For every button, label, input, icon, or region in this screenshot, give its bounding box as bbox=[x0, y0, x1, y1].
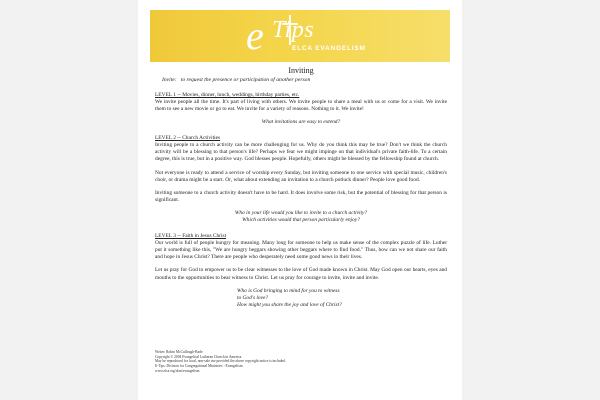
level2-question-1: Who in your life would you like to invite to a church activity? bbox=[234, 209, 368, 216]
level3-heading: LEVEL 3 -- Faith in Jesus Christ bbox=[155, 233, 227, 240]
footer-copyright: Copyright © 2004 Evangelical Lutheran Church in America. bbox=[155, 354, 243, 359]
definition bbox=[162, 77, 447, 83]
definition-text: to request the presence or participation of another person bbox=[180, 77, 311, 83]
footer-reproduction-note: May be reproduced for local, non-sale use provided the above copyright notice is included. bbox=[155, 359, 286, 364]
document-page bbox=[138, 0, 462, 400]
level2-paragraph-2: Not everyone is ready to attend a service of worship every Sunday, but inviting someone to one service with special music, children's choir, or drama might be a start. Or, what about extending an invitation to a church potluck dinner? People love good food. bbox=[155, 169, 447, 183]
footer-website-link[interactable]: www.elca.org/dcm/evangelism bbox=[155, 368, 200, 373]
footer-division: E-Tips: Division for Congregational Ministries - Evangelism bbox=[155, 364, 243, 369]
level2-heading: LEVEL 2 -- Church Activities bbox=[155, 135, 221, 142]
level2-paragraph-3: Inviting someone to a church activity doesn't have to be hard. It does involve some risk, but the potential of blessing for that person is significant. bbox=[155, 189, 447, 203]
level3-question-1: Who is God bringing to mind for you to witness bbox=[237, 287, 340, 294]
level1-question: What invitations are easy to extend? bbox=[261, 119, 341, 126]
definition-term: Invite: bbox=[162, 77, 177, 83]
level1-paragraph: We invite people all the time. It's part of living with others. We invite people to share a meal with us or come for a visit. We invite them to see a new movie or go to eat. We invite for a variety of reasons. Nothing to it. We invite! bbox=[155, 99, 447, 113]
level3-question-block bbox=[237, 288, 447, 309]
level1-question-block bbox=[155, 119, 447, 126]
level3-paragraph-2: Let us pray for God to empower us to be clear witnesses to the love of God made known in Christ. May God open our hearts, eyes and mouths to the opportunities to bear witness to Christ. Let us pray for courage to invite, invite and invite. bbox=[155, 267, 447, 281]
document-content bbox=[155, 66, 447, 318]
brand-subtitle: ELCA EVANGELISM bbox=[292, 45, 366, 52]
level2-question-block bbox=[155, 210, 447, 224]
level3-question-2: to God's love? bbox=[237, 294, 269, 301]
level2-question-2: Which activities would that person particularly enjoy? bbox=[242, 217, 360, 224]
footer-writer: Writer: Robin McCullough-Bade bbox=[155, 350, 203, 354]
etips-banner bbox=[150, 10, 450, 62]
page-title: Inviting bbox=[288, 66, 314, 75]
level3-question-3: How might you share the joy and love of Christ? bbox=[237, 301, 342, 308]
logo-e: e bbox=[246, 13, 264, 58]
level2-paragraph-1: Inviting people to a church activity can be more challenging for us. Why do you think this may be true? Don't we think the church activity will be a blessing to that person's life? Perhaps we fear we might impinge on that individual's private faith-life. To a certain degree, this is true, but in a positive way. God blesses people. Hopefully, others might be blessed by the fellowship found at church. bbox=[155, 142, 447, 163]
level1-heading: LEVEL 1 -- Movies, dinner, lunch, weddings, birthday parties, etc. bbox=[155, 92, 300, 98]
level3-paragraph-1: Our world is full of people hungry for meaning. Many long for someone to help us make sense of the complex puzzle of life. Luther put it something like this, "We are hungry beggars showing other beggars where to find food." Thus, how can we not share our faith and hope in Jesus Christ? There are people who desperately need some good news in their lives. bbox=[155, 240, 447, 261]
footer-credits bbox=[155, 350, 447, 374]
logo-tips: Tips bbox=[272, 17, 315, 43]
